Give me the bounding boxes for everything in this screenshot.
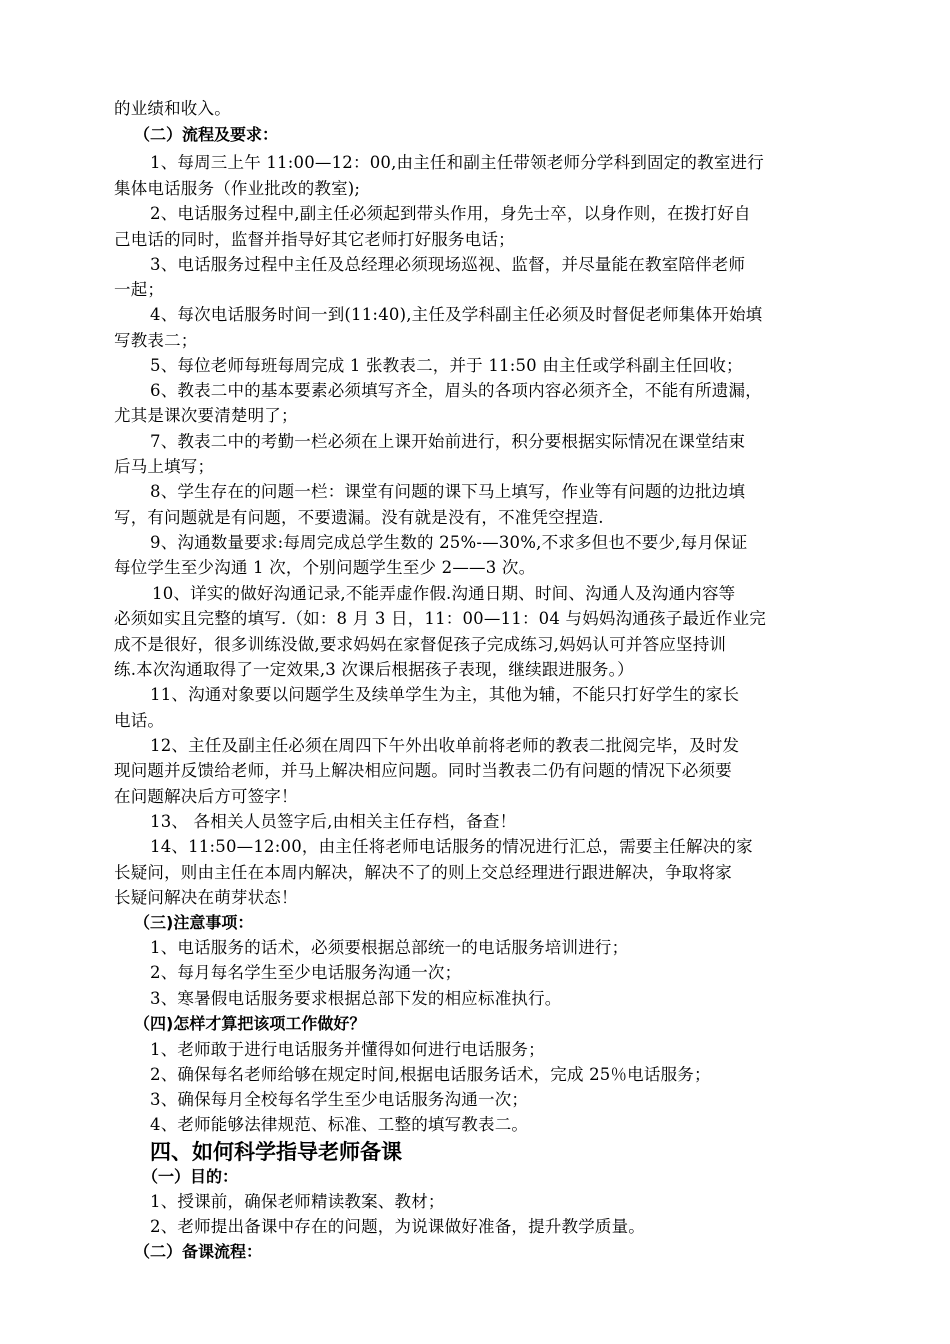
paragraph-line: 写，有问题就是有问题，不要遗漏。没有就是没有，不准凭空捏造. [114, 508, 604, 527]
paragraph-line: 1、老师敢于进行电话服务并懂得如何进行电话服务； [150, 1040, 545, 1059]
section-heading: （二）流程及要求： [134, 125, 279, 144]
paragraph-line: 3、寒暑假电话服务要求根据总部下发的相应标准执行。 [150, 989, 562, 1008]
paragraph-line: 6、教表二中的基本要素必须填写齐全，眉头的各项内容必须齐全，不能有所遗漏， [150, 381, 762, 400]
paragraph-line: 在问题解决后方可签字！ [114, 787, 298, 806]
section-heading: （三)注意事项： [134, 913, 254, 932]
paragraph-line: 1、电话服务的话术，必须要根据总部统一的电话服务培训进行； [150, 938, 629, 957]
paragraph-line: 3、确保每月全校每名学生至少电话服务沟通一次； [150, 1090, 529, 1109]
paragraph-line: 后马上填写； [114, 457, 215, 476]
paragraph-line: 3、电话服务过程中主任及总经理必须现场巡视、监督，并尽量能在教室陪伴老师 [150, 255, 746, 274]
paragraph-line: 5、每位老师每班每周完成 1 张教表二，并于 11:50 由主任或学科副主任回收； [150, 356, 743, 375]
paragraph-line: 的业绩和收入。 [114, 99, 231, 118]
paragraph-line: 长疑问解决在萌芽状态！ [114, 888, 298, 907]
paragraph-line: 10、详实的做好沟通记录,不能弄虚作假.沟通日期、时间、沟通人及沟通内容等 [152, 584, 736, 603]
paragraph-line: 电话。 [114, 711, 165, 730]
paragraph-line: 4、每次电话服务时间一到(11:40),主任及学科副主任必须及时督促老师集体开始填 [150, 305, 763, 324]
section-heading: （四)怎样才算把该项工作做好？ [134, 1014, 366, 1033]
paragraph-line: 练.本次沟通取得了一定效果,3 次课后根据孩子表现，继续跟进服务。） [114, 660, 634, 679]
paragraph-line: 9、沟通数量要求:每周完成总学生数的 25%-—30%,不求多但也不要少,每月保证 [150, 533, 748, 552]
paragraph-line: 长疑问，则由主任在本周内解决，解决不了的则上交总经理进行跟进解决，争取将家 [114, 863, 732, 882]
paragraph-line: 己电话的同时，监督并指导好其它老师打好服务电话； [114, 230, 515, 249]
paragraph-line: 一起； [114, 280, 165, 299]
paragraph-line: 写教表二； [114, 331, 198, 350]
paragraph-line: 必须如实且完整的填写.（如：8 月 3 日，11：00—11：04 与妈妈沟通孩子最近作业完 [114, 609, 766, 628]
paragraph-line: 每位学生至少沟通 1 次，个别问题学生至少 2——3 次。 [114, 558, 536, 577]
paragraph-line: 2、电话服务过程中,副主任必须起到带头作用，身先士卒，以身作则，在拨打好自 [150, 204, 751, 223]
paragraph-line: 2、每月每名学生至少电话服务沟通一次； [150, 963, 462, 982]
chapter-heading: 四、如何科学指导老师备课 [150, 1140, 402, 1164]
paragraph-line: 4、老师能够法律规范、标准、工整的填写教表二。 [150, 1115, 529, 1134]
paragraph-line: 8、学生存在的问题一栏：课堂有问题的课下马上填写，作业等有问题的边批边填 [150, 482, 746, 501]
paragraph-line: 2、老师提出备课中存在的问题，为说课做好准备，提升教学质量。 [150, 1217, 645, 1236]
paragraph-line: 成不是很好，很多训练没做,要求妈妈在家督促孩子完成练习,妈妈认可并答应坚持训 [114, 635, 727, 654]
paragraph-line: 1、授课前，确保老师精读教案、教材； [150, 1192, 445, 1211]
paragraph-line: 尤其是课次要清楚明了； [114, 406, 298, 425]
paragraph-line: 13、 各相关人员签字后,由相关主任存档，备查！ [150, 812, 517, 831]
paragraph-line: 现问题并反馈给老师，并马上解决相应问题。同时当教表二仍有问题的情况下必须要 [114, 761, 732, 780]
paragraph-line: 12、主任及副主任必须在周四下午外出收单前将老师的教表二批阅完毕，及时发 [150, 736, 740, 755]
paragraph-line: 7、教表二中的考勤一栏必须在上课开始前进行，积分要根据实际情况在课堂结束 [150, 432, 746, 451]
paragraph-line: 14、11:50—12:00，由主任将老师电话服务的情况进行汇总，需要主任解决的家 [150, 837, 753, 856]
paragraph-line: 集体电话服务（作业批改的教室); [114, 179, 361, 198]
paragraph-line: 1、每周三上午 11:00—12：00,由主任和副主任带领老师分学科到固定的教室进行 [150, 153, 764, 172]
section-heading: （一）目的： [142, 1167, 239, 1186]
paragraph-line: 2、确保每名老师给够在规定时间,根据电话服务话术，完成 25％电话服务； [150, 1065, 711, 1084]
section-heading: （二）备课流程： [134, 1242, 263, 1261]
paragraph-line: 11、沟通对象要以问题学生及续单学生为主，其他为辅，不能只打好学生的家长 [150, 685, 740, 704]
